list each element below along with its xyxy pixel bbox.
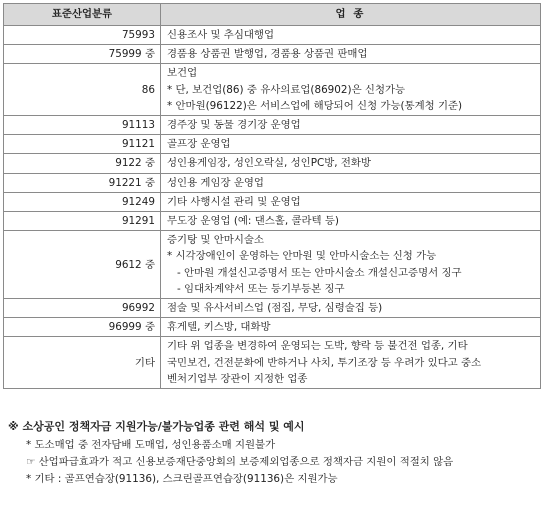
industry-code-cell: 91221 중 [4,173,161,192]
table-row [4,337,541,389]
industry-description-cell [161,64,541,116]
industry-code-cell: 75993 [4,26,161,45]
industry-description-cell [161,318,541,337]
industry-description-cell [161,45,541,64]
table-row [4,299,541,318]
industry-description-line: 증기탕 및 안마시술소 [167,234,264,247]
note-line: * 도소매업 중 전자담배 도매업, 성인용품소매 지원불가 [26,439,276,451]
industry-description-cell [161,135,541,154]
industry-description-line: 골프장 운영업 [167,138,231,151]
industry-description-line: - 안마원 개설신고증명서 또는 안마시술소 개설신고증명서 징구 [177,266,462,279]
industry-description-cell [161,212,541,231]
industry-description-line: 경품용 상품권 발행업, 경품용 상품권 판매업 [167,48,368,61]
industry-code-cell: 91113 [4,116,161,135]
industry-description-line: 보건업 [167,67,198,80]
industry-description-line: 성인용 게임장 운영업 [167,176,264,189]
industry-description-line: 기타 사행시설 관리 및 운영업 [167,195,301,208]
notes-section [8,418,540,488]
table-row [4,45,541,64]
industry-description-cell [161,154,541,173]
industry-description-line: * 시각장애인이 운영하는 안마원 및 안마시술소는 신청 가능 [167,250,437,263]
table-row [4,231,541,299]
industry-code-cell: 기타 [4,337,161,389]
industry-code-cell: 9122 중 [4,154,161,173]
industry-description-cell [161,26,541,45]
industry-description-line: 벤처기업부 장관이 지정한 업종 [167,372,308,385]
industry-description-line: 성인용게임장, 성인오락실, 성인PC방, 전화방 [167,157,371,170]
table-row [4,26,541,45]
industry-description-cell [161,173,541,192]
industry-code-cell: 91121 [4,135,161,154]
industry-description-cell [161,116,541,135]
table-row [4,192,541,211]
table-body [4,26,541,389]
table-row [4,318,541,337]
industry-description-line: 기타 위 업종을 변경하여 운영되는 도박, 향락 등 불건전 업종, 기타 [167,340,468,353]
industry-description-line: 점술 및 유사서비스업 (점집, 무당, 심령술집 등) [167,302,383,315]
notes-title: ※ 소상공인 정책자금 지원가능/불가능업종 관련 해석 및 예시 [8,420,305,433]
table-header-row [4,4,541,26]
industry-description-line: 무도장 운영업 (예: 댄스홀, 콜라텍 등) [167,215,339,228]
industry-code-cell: 96992 [4,299,161,318]
header-industry-name: 업 종 [161,4,541,26]
industry-description-line: - 임대차계약서 또는 등기부등본 징구 [177,282,345,295]
industry-description-cell [161,299,541,318]
industry-description-cell [161,231,541,299]
table-row [4,64,541,116]
industry-description-line: 휴게텔, 키스방, 대화방 [167,321,271,334]
table-row [4,116,541,135]
industry-description-line: 국민보건, 건전문화에 반하거나 사치, 투기조장 등 우려가 있다고 중소 [167,356,482,369]
industry-description-line: 경주장 및 동물 경기장 운영업 [167,119,301,132]
note-line: ☞ 산업파급효과가 적고 신용보증재단중앙회의 보증제외업종으로 정책자금 지원이 적절치 않음 [26,456,454,468]
industry-code-cell: 91291 [4,212,161,231]
restricted-industry-table [3,3,541,389]
header-industry-code: 표준산업분류 [4,4,161,26]
industry-description-line: 신용조사 및 추심대행업 [167,29,274,41]
industry-description-line: * 안마원(96122)은 서비스업에 해당되어 신청 가능(통계청 기준) [167,99,463,112]
table-row [4,212,541,231]
industry-code-cell: 75999 중 [4,45,161,64]
industry-description-line: * 단, 보건업(86) 중 유사의료업(86902)은 신청가능 [167,83,406,96]
industry-description-cell [161,337,541,389]
note-line: * 기타 : 골프연습장(91136), 스크린골프연습장(91136)은 지원가능 [26,473,338,485]
table-row [4,173,541,192]
industry-code-cell: 91249 [4,192,161,211]
table-row [4,135,541,154]
industry-code-cell: 96999 중 [4,318,161,337]
industry-code-cell: 9612 중 [4,231,161,299]
industry-code-cell: 86 [4,64,161,116]
table-row [4,154,541,173]
industry-description-cell [161,192,541,211]
